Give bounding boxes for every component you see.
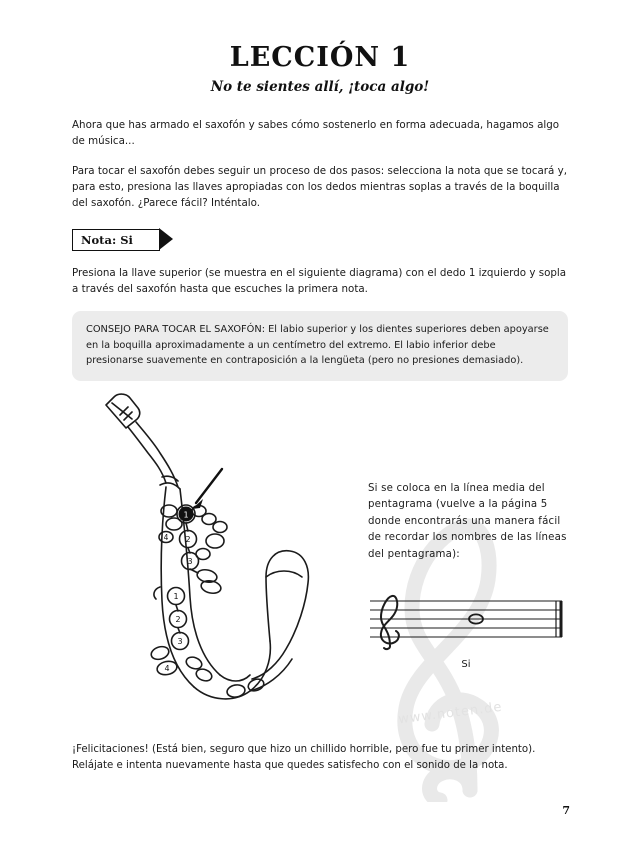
closing-paragraph: ¡Felicitaciones! (Está bien, seguro que hizo un chillido horrible, pero fue tu primer intento). Relájate e intenta nuevamente hasta que quedes satisfecho con el sonido de la nota. [72,744,536,771]
svg-text:1: 1 [173,591,179,601]
watermark-text: www.noten.de [397,699,504,728]
svg-text:2: 2 [175,614,181,624]
treble-clef-icon [381,596,399,649]
pointer-arrow [196,469,222,503]
staff-note-name: Si [461,659,471,670]
svg-text:1: 1 [183,510,189,519]
page-title: LECCIÓN 1 [229,42,411,73]
music-staff [368,589,564,670]
staff-explanation-text: Si se coloca en la línea media del pentagrama (vuelve a la página 5 donde encontrarás una manera fácil de recordar los nombres de las líneas del pentagrama): [368,482,567,560]
svg-text:4: 4 [164,663,170,673]
note-label-text: Nota: Si [81,233,133,247]
tip-text: CONSEJO PARA TOCAR EL SAXOFÓN: El labio superior y los dientes superiores deben apoyarse en la boquilla aproximadamente a un centímetro del extremo. El labio inferior debe presionarse suavemente en contraposición a la lengüeta (pero no presiones demasiado). [86,324,549,366]
intro-paragraph-2: Para tocar el saxofón debes seguir un proceso de dos pasos: selecciona la nota que se tocará y, para esto, presiona las llaves apropiadas con los dedos mientras soplas a través de la boquilla del saxofón. ¿Parece fácil? Inténtalo. [72,165,567,209]
note-label-arrow-icon [159,228,173,250]
svg-text:2: 2 [185,534,191,544]
page-number: 7 [562,804,570,817]
page-subtitle: No te sientes allí, ¡toca algo! [210,79,430,95]
tip-box [72,311,568,381]
saxophone-diagram [70,391,360,741]
instruction-paragraph: Presiona la llave superior (se muestra en el siguiente diagrama) con el dedo 1 izquierdo y sopla a través del saxofón hasta que escuches la primera nota. [72,267,567,295]
intro-paragraph-1: Ahora que has armado el saxofón y sabes cómo sostenerlo en forma adecuada, hagamos algo de música... [72,119,560,147]
note-label-badge [72,229,160,251]
svg-text:3: 3 [187,556,193,566]
staff-explanation [368,481,568,671]
diagram-area [72,391,568,751]
svg-text:3: 3 [177,636,183,646]
svg-text:4: 4 [163,532,169,542]
